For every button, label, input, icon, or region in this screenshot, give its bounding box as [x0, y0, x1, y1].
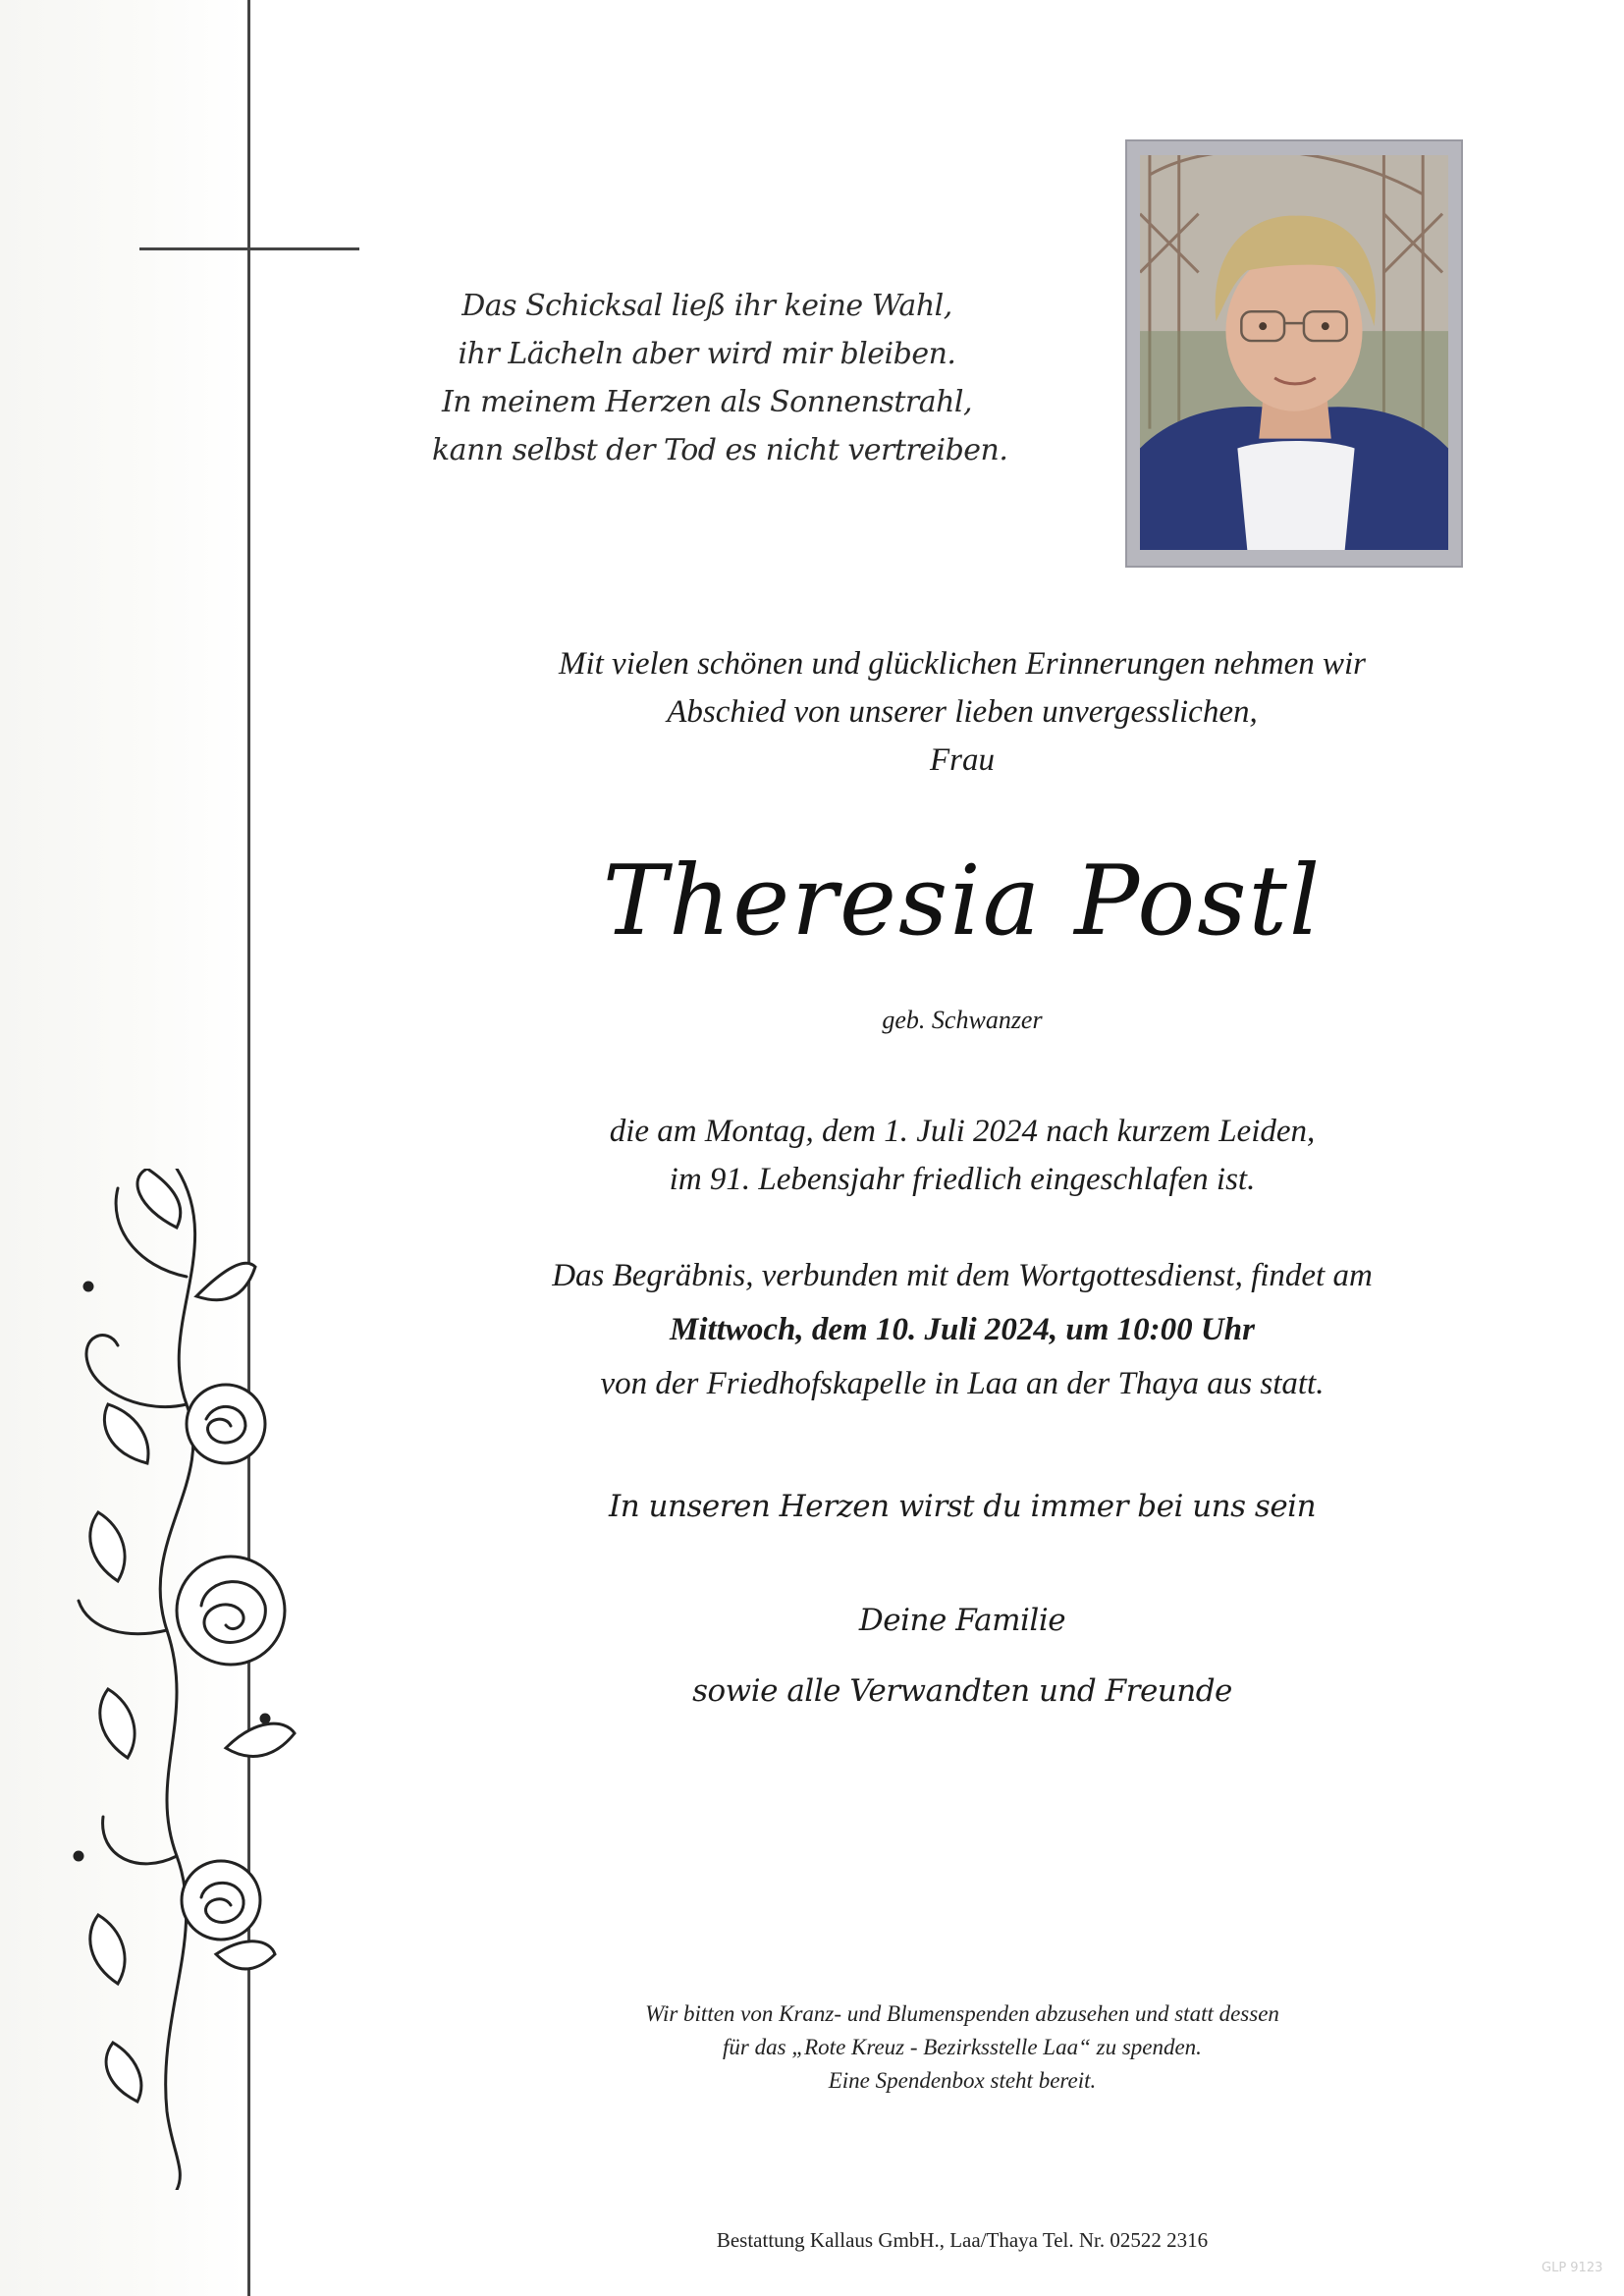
request-line: für das „Rote Kreuz - Bezirksstelle Laa“ zu spenden. [723, 2035, 1202, 2059]
death-line: im 91. Lebensjahr friedlich eingeschlafen ist. [669, 1162, 1256, 1197]
funeral-home-footer: Bestattung Kallaus GmbH., Laa/Thaya Tel. Nr. 02522 2316 [716, 2228, 1209, 2252]
family-line: Deine Familie [858, 1603, 1066, 1638]
poem [432, 282, 1008, 474]
rose-ornament-icon [59, 1169, 353, 2190]
deceased-name: Theresia Postl [602, 846, 1323, 957]
intro-line: Frau [930, 742, 995, 778]
poem-line: Das Schicksal ließ ihr keine Wahl, [461, 289, 952, 323]
donation-request [324, 1997, 1600, 2098]
intro-text [324, 640, 1600, 785]
family-signature [324, 1585, 1600, 1726]
family-line: sowie alle Verwandten und Freunde [692, 1673, 1232, 1709]
portrait-photo [1140, 155, 1448, 550]
maiden-name: geb. Schwanzer [882, 1006, 1043, 1034]
request-line: Wir bitten von Kranz- und Blumenspenden abzusehen und statt dessen [645, 2001, 1279, 2026]
funeral-line: Das Begräbnis, verbunden mit dem Wortgottesdienst, findet am [552, 1258, 1373, 1293]
poem-line: ihr Lächeln aber wird mir bleiben. [458, 337, 956, 371]
cross-horizontal-bar [139, 247, 359, 250]
print-stamp: GLP 9123 [1542, 2261, 1603, 2275]
intro-line: Abschied von unserer lieben unvergesslichen, [667, 694, 1258, 730]
intro-line: Mit vielen schönen und glücklichen Erinnerungen nehmen wir [558, 646, 1367, 682]
poem-line: kann selbst der Tod es nicht vertreiben. [432, 433, 1008, 467]
funeral-notice [324, 1249, 1600, 1411]
death-line: die am Montag, dem 1. Juli 2024 nach kurzem Leiden, [609, 1114, 1316, 1149]
portrait-frame [1125, 139, 1463, 568]
poem-line: In meinem Herzen als Sonnenstrahl, [441, 385, 973, 419]
funeral-line: von der Friedhofskapelle in Laa an der Thaya aus statt. [600, 1366, 1325, 1401]
death-notice [324, 1108, 1600, 1204]
funeral-date: Mittwoch, dem 10. Juli 2024, um 10:00 Uhr [670, 1312, 1255, 1347]
motto: In unseren Herzen wirst du immer bei uns sein [608, 1489, 1317, 1524]
portrait-illustration-icon [1140, 155, 1448, 550]
request-line: Eine Spendenbox steht bereit. [828, 2068, 1097, 2093]
